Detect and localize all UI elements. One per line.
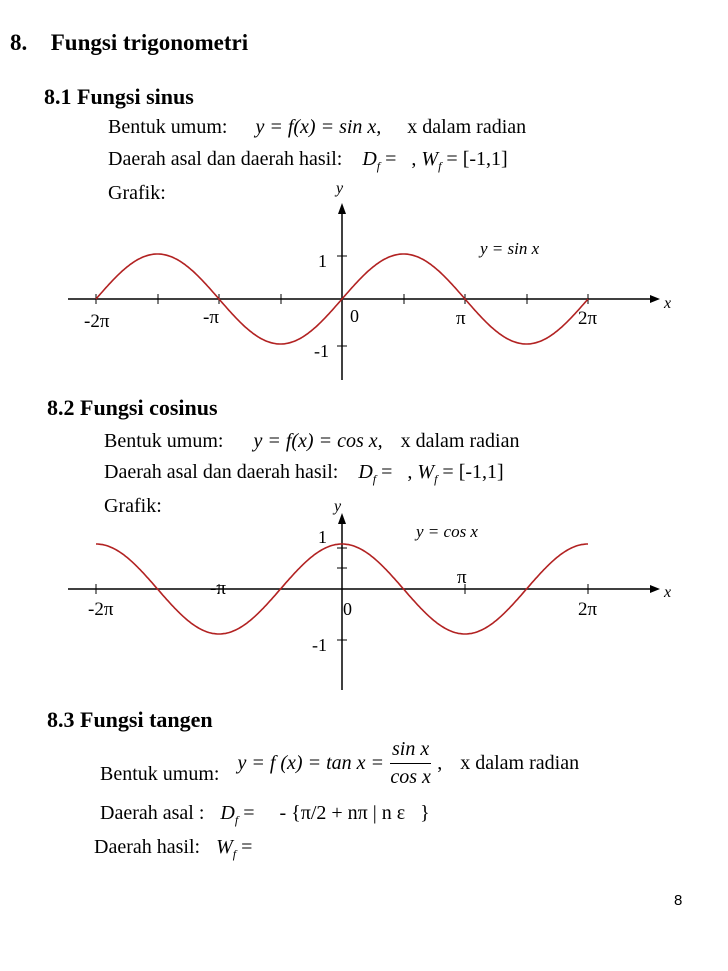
tangent-range-line <box>94 836 252 862</box>
sine-range-subscript: f <box>438 159 442 173</box>
cosine-range-eq: = [-1,1] <box>437 461 504 483</box>
x-tick-label-pi: π <box>457 567 467 588</box>
cosine-range-symbol: W <box>417 461 435 483</box>
x-tick-label-neg-pi: -π <box>203 307 219 328</box>
fraction-numerator: sin x <box>390 738 431 764</box>
fraction-denominator: cos x <box>390 766 431 788</box>
tangent-form-label: Bentuk umum: <box>100 763 220 785</box>
x-tick-label-2pi: 2π <box>578 599 598 620</box>
sine-radian-note: x dalam radian <box>407 116 527 138</box>
y-tick-label-one: 1 <box>318 527 327 547</box>
x-tick-label-neg-2pi: -2π <box>88 599 114 620</box>
cosine-form-label: Bentuk umum: <box>104 430 224 452</box>
x-tick-label-pi: π <box>456 308 466 329</box>
cosine-domain-subscript: f <box>372 472 377 486</box>
cosine-graph-label: Grafik: <box>104 495 162 517</box>
cosine-domain-line <box>104 461 504 487</box>
tangent-radian-note: x dalam radian <box>460 752 580 774</box>
tangent-domain-label: Daerah asal : <box>100 802 205 824</box>
page-number: 8 <box>674 892 683 909</box>
sine-formula: y = f(x) = sin x, <box>255 116 382 138</box>
tangent-range-label: Daerah hasil: <box>94 836 201 858</box>
curve-label: y = sin x <box>480 239 540 258</box>
tangent-heading: 8.3 Fungsi tangen <box>47 707 213 732</box>
tangent-domain-subscript: f <box>234 813 239 827</box>
cosine-heading: 8.2 Fungsi cosinus <box>47 395 218 420</box>
sine-graph-label: Grafik: <box>108 182 166 204</box>
y-tick-label-neg-one: -1 <box>312 635 327 655</box>
sine-form-line <box>108 116 526 139</box>
x-axis-label: x <box>664 295 672 312</box>
x-tick-label-zero: 0 <box>350 306 359 326</box>
y-tick-label-neg-one: -1 <box>314 341 329 361</box>
x-axis-label: x <box>664 584 672 601</box>
tangent-range-symbol: W <box>216 836 233 858</box>
sine-graph <box>0 175 728 405</box>
x-tick-label-zero: 0 <box>343 599 352 619</box>
cosine-formula: y = f(x) = cos x, <box>253 430 383 452</box>
tangent-form-line <box>100 738 579 789</box>
sine-domain-eq: = , <box>380 148 417 170</box>
x-axis-arrow-icon <box>650 295 660 303</box>
cosine-graph <box>0 490 728 700</box>
sine-domain-symbol: D <box>362 148 377 170</box>
section-title: Fungsi trigonometri <box>50 30 249 55</box>
curve-label: y = cos x <box>416 522 478 541</box>
sine-domain-label: Daerah asal dan daerah hasil: <box>108 148 343 170</box>
tangent-range-subscript: f <box>232 847 237 861</box>
sine-range-eq: = [-1,1] <box>441 148 508 170</box>
sine-range-symbol: W <box>421 148 439 170</box>
tangent-range-eq: = <box>236 836 253 858</box>
y-axis-label: y <box>336 180 344 197</box>
y-tick-label-one: 1 <box>318 251 327 271</box>
tangent-domain-set: = - {π/2 + nπ | n ε } <box>238 802 430 824</box>
y-axis-label: y <box>334 498 342 515</box>
cosine-form-line <box>104 430 519 453</box>
cosine-radian-note: x dalam radian <box>400 430 520 452</box>
tangent-formula: y = f (x) = tan x = <box>237 752 385 774</box>
x-axis-arrow-icon <box>650 585 660 593</box>
tangent-fraction <box>390 738 431 789</box>
cosine-domain-label: Daerah asal dan daerah hasil: <box>104 461 339 483</box>
tangent-domain-line <box>100 802 430 828</box>
cosine-domain-symbol: D <box>358 461 373 483</box>
section-number: 8. <box>10 30 28 55</box>
cosine-domain-eq: = , <box>376 461 413 483</box>
cosine-range-subscript: f <box>434 472 438 486</box>
sine-heading: 8.1 Fungsi sinus <box>44 84 194 109</box>
tangent-comma: , <box>437 752 443 774</box>
x-tick-label-2pi: 2π <box>578 308 598 329</box>
y-axis-arrow-icon <box>338 203 346 214</box>
x-tick-label-neg-pi: -π <box>210 578 226 599</box>
x-tick-label-neg-2pi: -2π <box>84 311 110 332</box>
sine-domain-line <box>108 148 508 174</box>
section-heading <box>10 30 248 56</box>
sine-domain-subscript: f <box>376 159 381 173</box>
tangent-domain-symbol: D <box>220 802 235 824</box>
sine-form-label: Bentuk umum: <box>108 116 228 138</box>
